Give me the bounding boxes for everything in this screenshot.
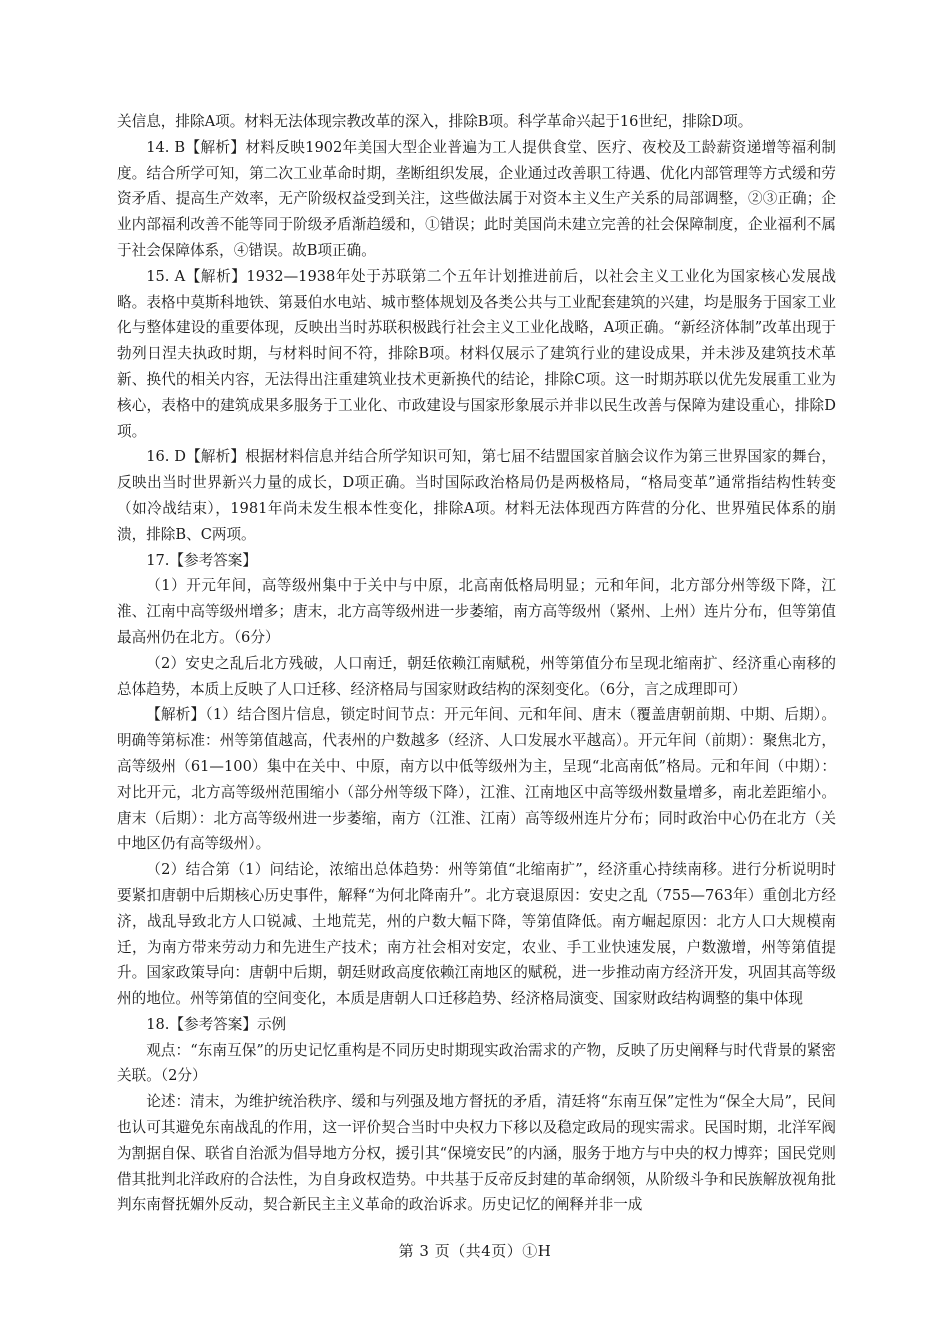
analysis-17-part-1: 【解析】（1）结合图片信息，锁定时间节点：开元年间、元和年间、唐末（覆盖唐朝前期、中期、后期）。明确等第标准：州等第值越高，代表州的户数越多（经济、人口发展水平越高）。开元年间（前期）：聚焦北方，高等级州（61—100）集中在关中、中原，南方以中低等级州为主，呈现“北高南低”格局。元和年间（中期）：对比开元，北方高等级州范围缩小（部分州等级下降），江淮、江南地区中高等级州数量增多，南北差距缩小。唐末（后期）：北方高等级州进一步萎缩，南方（江淮、江南）高等级州连片分布；同时政治中心仍在北方（关中地区仍有高等级州）。 xyxy=(117,706,836,853)
answer-18-viewpoint: 观点：“东南互保”的历史记忆重构是不同历史时期现实政治需求的产物，反映了历史阐释与时代背景的紧密关联。（2分） xyxy=(117,1041,836,1085)
answer-18-argument: 论述：清末，为维护统治秩序、缓和与列强及地方督抚的矛盾，清廷将“东南互保”定性为“保全大局”，民间也认可其避免东南战乱的作用，这一评价契合当时中央权力下移以及稳定政局的现实需求。民国时期，北洋军阀为割据自保、联省自治派为倡导地方分权，援引其“保境安民”的内涵，服务于地方与中央的权力博弈；国民党则借其批判北洋政府的合法性，为自身政权造势。中共基于反帝反封建的革命纲领，从阶级斗争和民族解放视角批判东南督抚媚外反动，契合新民主主义革命的政治诉求。历史记忆的阐释并非一成 xyxy=(117,1093,836,1214)
answer-18-heading: 18.【参考答案】示例 xyxy=(146,1015,287,1033)
answer-17-heading: 17.【参考答案】 xyxy=(146,551,257,569)
paragraph-continuation: 关信息，排除A项。材料无法体现宗教改革的深入，排除B项。科学革命兴起于16世纪，排除D项。 xyxy=(117,113,753,130)
answer-17-part-1: （1）开元年间，高等级州集中于关中与中原，北高南低格局明显；元和年间，北方部分州等级下降，江淮、江南中高等级州增多；唐末，北方高等级州进一步萎缩，南方高等级州（紧州、上州）连片分布，但等第值最高州仍在北方。（6分） xyxy=(117,577,836,646)
answer-content xyxy=(117,109,836,1218)
page-footer: 第 3 页（共4页）①H xyxy=(398,1242,552,1260)
analysis-17-part-2: （2）结合第（1）问结论，浓缩出总体趋势：州等第值“北缩南扩”，经济重心持续南移。进行分析说明时要紧扣唐朝中后期核心历史事件，解释“为何北降南升”。北方衰退原因：安史之乱（755—763年）重创北方经济，战乱导致北方人口锐减、土地荒芜，州的户数大幅下降，等第值降低。南方崛起原因：北方人口大规模南迁，为南方带来劳动力和先进生产技术；南方社会相对安定，农业、手工业快速发展，户数激增，州等第值提升。国家政策导向：唐朝中后期，朝廷财政高度依赖江南地区的赋税，进一步推动南方经济开发，巩固其高等级州的地位。州等第值的空间变化，本质是唐朝人口迁移趋势、经济格局演变、国家财政结构调整的集中体现 xyxy=(117,861,836,1008)
answer-17-part-2: （2）安史之乱后北方残破，人口南迁，朝廷依赖江南赋税，州等第值分布呈现北缩南扩、经济重心南移的总体趋势，本质上反映了人口迁移、经济格局与国家财政结构的深刻变化。（6分，言之成理即可） xyxy=(117,654,836,698)
answer-15: 15. A【解析】1932—1938年处于苏联第二个五年计划推进前后，以社会主义工业化为国家核心发展战略。表格中莫斯科地铁、第聂伯水电站、城市整体规划及各类公共与工业配套建筑的兴建，均是服务于国家工业化与整体建设的重要体现，反映出当时苏联积极践行社会主义工业化战略，A项正确。“新经济体制”改革出现于勃列日涅夫执政时期，与材料时间不符，排除B项。材料仅展示了建筑行业的建设成果，并未涉及建筑技术革新、换代的相关内容，无法得出注重建筑业技术更新换代的结论，排除C项。这一时期苏联以优先发展重工业为核心，表格中的建筑成果多服务于工业化、市政建设与国家形象展示并非以民生改善与保障为建设重心，排除D项。 xyxy=(117,267,836,440)
answer-14: 14. B【解析】材料反映1902年美国大型企业普遍为工人提供食堂、医疗、夜校及工龄薪资递增等福利制度。结合所学可知，第二次工业革命时期，垄断组织发展，企业通过改善职工待遇、优化内部管理等方式缓和劳资矛盾、提高生产效率，无产阶级权益受到关注，这些做法属于对资本主义生产关系的局部调整，②③正确；企业内部福利改善不能等同于阶级矛盾渐趋缓和，①错误；此时美国尚未建立完善的社会保障制度，企业福利不属于社会保障体系，④错误。故B项正确。 xyxy=(117,138,836,259)
answer-16: 16. D【解析】根据材料信息并结合所学知识可知，第七届不结盟国家首脑会议作为第三世界国家的舞台，反映出当时世界新兴力量的成长，D项正确。当时国际政治格局仍是两极格局，“格局变革”通常指结构性转变（如冷战结束），1981年尚未发生根本性变化，排除A项。材料无法体现西方阵营的分化、世界殖民体系的崩溃，排除B、C两项。 xyxy=(117,448,836,543)
